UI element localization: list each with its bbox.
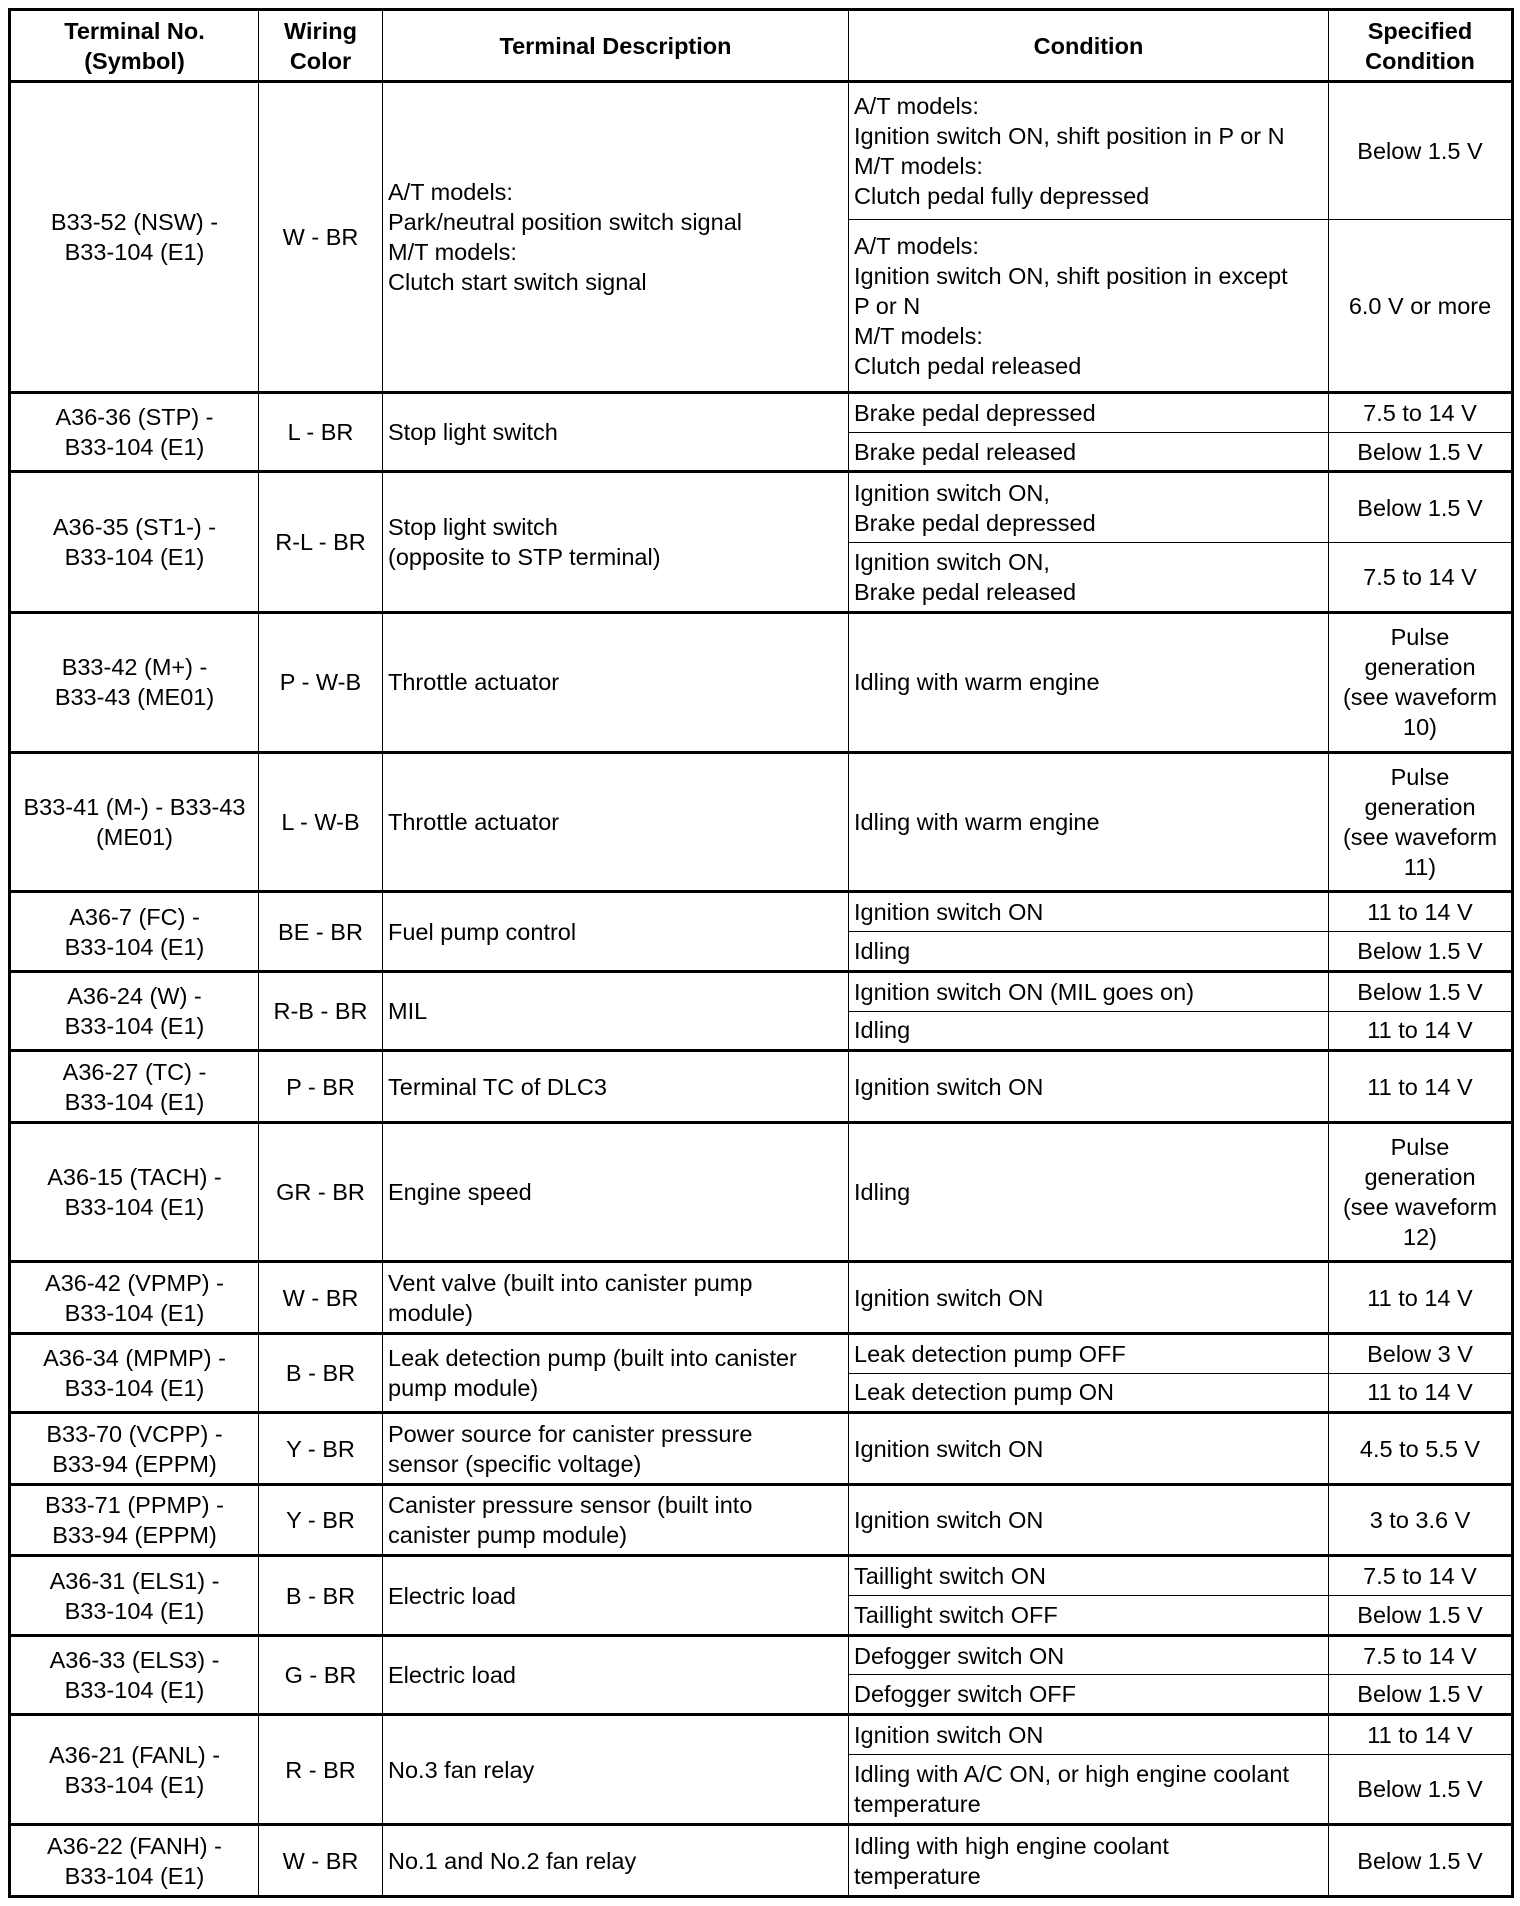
table-row (10, 1715, 1513, 1755)
specified-condition-cell-text: 4.5 to 5.5 V (1359, 1435, 1481, 1462)
wiring-color-cell-text: L - W-B (281, 809, 360, 836)
terminal-description-cell (383, 752, 849, 892)
terminal-no-cell (10, 1715, 259, 1825)
terminal-no-cell (10, 393, 259, 472)
wiring-color-cell (259, 1556, 383, 1635)
header-condition: Condition (849, 10, 1329, 82)
terminal-no-cell (10, 752, 259, 892)
terminal-description-cell-text: Electric load (388, 1582, 516, 1609)
terminal-no-cell-text: A36-22 (FANH) - B33-104 (E1) (47, 1832, 222, 1889)
condition-cell-text: Idling with warm engine (854, 809, 1100, 836)
wiring-color-cell-text: L - BR (287, 419, 354, 446)
condition-cell-text: Idling with A/C ON, or high engine coolant temperature (854, 1761, 1290, 1818)
condition-cell-text: Ignition switch ON, Brake pedal released (854, 549, 1077, 605)
specified-condition-cell-text: Below 1.5 V (1357, 1776, 1483, 1803)
specified-condition-cell (1329, 932, 1513, 972)
condition-cell (849, 1556, 1329, 1596)
condition-cell (849, 542, 1329, 612)
table-row (10, 752, 1513, 892)
specified-condition-cell (1329, 971, 1513, 1011)
wiring-color-cell (259, 613, 383, 753)
terminal-no-cell-text: A36-42 (VPMP) - B33-104 (E1) (45, 1269, 224, 1326)
terminal-description-cell-text: Stop light switch (388, 419, 558, 446)
condition-cell-text: Ignition switch ON (MIL goes on) (854, 978, 1195, 1005)
terminal-description-cell-text: A/T models: Park/neutral position switch signal M/T models: Clutch start switch signal (388, 179, 742, 295)
header-specified-condition: Specified Condition (1329, 10, 1513, 82)
terminal-no-cell-text: A36-33 (ELS3) - B33-104 (E1) (49, 1646, 220, 1703)
specified-condition-cell (1329, 1675, 1513, 1715)
terminal-description-cell-text: Engine speed (388, 1179, 532, 1206)
wiring-color-cell (259, 752, 383, 892)
table-row (10, 892, 1513, 932)
wiring-color-cell (259, 1333, 383, 1412)
condition-cell-text: Ignition switch ON (854, 899, 1044, 926)
specified-condition-cell (1329, 82, 1513, 220)
terminal-no-cell-text: A36-27 (TC) - B33-104 (E1) (62, 1058, 207, 1115)
table-row (10, 472, 1513, 542)
terminal-no-cell (10, 1262, 259, 1334)
table-row (10, 393, 1513, 433)
terminal-no-cell-text: A36-35 (ST1-) - B33-104 (E1) (52, 514, 217, 571)
condition-cell (849, 1413, 1329, 1485)
wiring-color-cell-text: R-L - BR (275, 529, 366, 556)
condition-cell-text: Taillight switch ON (854, 1563, 1046, 1590)
condition-cell-text: A/T models: Ignition switch ON, shift position in P or N M/T models: Clutch pedal fully depressed (854, 93, 1285, 210)
condition-cell-text: Defogger switch OFF (854, 1681, 1077, 1708)
specified-condition-cell (1329, 1715, 1513, 1755)
table-header (10, 10, 1513, 82)
condition-cell (849, 1333, 1329, 1373)
specified-condition-cell (1329, 220, 1513, 393)
terminal-no-cell (10, 1484, 259, 1556)
specified-condition-cell-text: Below 3 V (1367, 1340, 1473, 1367)
condition-cell-text: Idling with high engine coolant temperature (854, 1832, 1169, 1889)
terminal-description-cell-text: Terminal TC of DLC3 (388, 1073, 607, 1100)
specified-condition-cell (1329, 1262, 1513, 1334)
table-row (10, 1333, 1513, 1373)
specified-condition-cell-text: Below 1.5 V (1357, 138, 1483, 165)
table-body (10, 82, 1513, 1897)
terminal-no-cell-text: A36-31 (ELS1) - B33-104 (E1) (49, 1567, 220, 1624)
condition-cell (849, 752, 1329, 892)
table-row (10, 82, 1513, 220)
specified-condition-cell (1329, 1122, 1513, 1262)
condition-cell (849, 393, 1329, 433)
terminal-no-cell (10, 1825, 259, 1897)
condition-cell (849, 1484, 1329, 1556)
header-terminal-no: Terminal No. (Symbol) (10, 10, 259, 82)
condition-cell (849, 82, 1329, 220)
wiring-color-cell-text: BE - BR (278, 918, 363, 945)
terminal-inspection-table (8, 8, 1514, 1898)
table-row (10, 1262, 1513, 1334)
terminal-description-cell (383, 472, 849, 613)
specified-condition-cell-text: 11 to 14 V (1367, 899, 1473, 926)
specified-condition-cell-text: Below 1.5 V (1357, 1681, 1483, 1708)
specified-condition-cell-text: Below 1.5 V (1357, 978, 1483, 1005)
terminal-no-cell-text: B33-71 (PPMP) - B33-94 (EPPM) (45, 1492, 224, 1549)
table-row (10, 1484, 1513, 1556)
table-row (10, 1051, 1513, 1123)
condition-cell-text: Idling (854, 1179, 911, 1206)
specified-condition-cell (1329, 1011, 1513, 1051)
terminal-description-cell-text: No.3 fan relay (388, 1756, 535, 1783)
terminal-no-cell-text: A36-34 (MPMP) - B33-104 (E1) (43, 1345, 226, 1402)
condition-cell-text: Ignition switch ON (854, 1722, 1044, 1749)
terminal-description-cell-text: Fuel pump control (388, 918, 577, 945)
specified-condition-cell (1329, 1754, 1513, 1824)
terminal-no-cell (10, 472, 259, 613)
terminal-description-cell (383, 1715, 849, 1825)
terminal-no-cell-text: A36-15 (TACH) - B33-104 (E1) (47, 1164, 222, 1221)
wiring-color-cell (259, 1715, 383, 1825)
specified-condition-cell-text: 11 to 14 V (1367, 1722, 1473, 1749)
specified-condition-cell-text: Below 1.5 V (1357, 1847, 1483, 1874)
condition-cell (849, 1675, 1329, 1715)
wiring-color-cell-text: GR - BR (276, 1179, 365, 1206)
terminal-no-cell-text: B33-70 (VCPP) - B33-94 (EPPM) (46, 1420, 223, 1477)
terminal-description-cell-text: Vent valve (built into canister pump module) (388, 1269, 753, 1326)
specified-condition-cell-text: 7.5 to 14 V (1363, 564, 1477, 590)
wiring-color-cell-text: W - BR (282, 1284, 359, 1311)
terminal-no-cell-text: A36-7 (FC) - B33-104 (E1) (64, 903, 205, 960)
terminal-description-cell-text: Electric load (388, 1661, 516, 1688)
condition-cell (849, 1825, 1329, 1897)
specified-condition-cell (1329, 1413, 1513, 1485)
wiring-color-cell-text: B - BR (285, 1360, 356, 1387)
terminal-description-cell (383, 1122, 849, 1262)
specified-condition-cell-text: Pulse generation (see waveform 12) (1342, 1134, 1498, 1251)
specified-condition-cell-text: 6.0 V or more (1348, 292, 1492, 319)
condition-cell-text: Idling (854, 937, 911, 964)
wiring-color-cell (259, 393, 383, 472)
table-row (10, 1556, 1513, 1596)
condition-cell-text: Ignition switch ON (854, 1435, 1044, 1462)
terminal-no-cell (10, 892, 259, 971)
specified-condition-cell-text: 11 to 14 V (1367, 1284, 1473, 1311)
specified-condition-cell (1329, 1596, 1513, 1636)
table-row (10, 971, 1513, 1011)
condition-cell-text: Defogger switch ON (854, 1642, 1065, 1669)
terminal-description-cell-text: Power source for canister pressure sensor (specific voltage) (388, 1420, 753, 1477)
specified-condition-cell (1329, 1635, 1513, 1675)
document-page (8, 8, 1511, 1898)
condition-cell-text: A/T models: Ignition switch ON, shift position in except P or N M/T models: Clutch pedal released (854, 232, 1288, 379)
condition-cell-text: Leak detection pump OFF (854, 1340, 1126, 1367)
terminal-no-cell (10, 82, 259, 393)
terminal-no-cell (10, 1635, 259, 1714)
condition-cell-text: Leak detection pump ON (854, 1379, 1114, 1406)
wiring-color-cell (259, 1484, 383, 1556)
terminal-description-cell (383, 1556, 849, 1635)
wiring-color-cell (259, 1635, 383, 1714)
wiring-color-cell (259, 1262, 383, 1334)
wiring-color-cell-text: G - BR (284, 1661, 357, 1688)
specified-condition-cell (1329, 432, 1513, 472)
wiring-color-cell-text: W - BR (282, 1847, 359, 1874)
specified-condition-cell-text: 3 to 3.6 V (1369, 1507, 1471, 1534)
terminal-description-cell (383, 1413, 849, 1485)
specified-condition-cell (1329, 1333, 1513, 1373)
terminal-description-cell (383, 1262, 849, 1334)
specified-condition-cell (1329, 1825, 1513, 1897)
terminal-no-cell-text: B33-52 (NSW) - B33-104 (E1) (50, 209, 219, 265)
specified-condition-cell-text: 11 to 14 V (1367, 1017, 1473, 1044)
terminal-description-cell-text: MIL (388, 998, 428, 1025)
wiring-color-cell-text: R - BR (285, 1756, 356, 1783)
header-row (10, 10, 1513, 82)
terminal-no-cell (10, 1051, 259, 1123)
wiring-color-cell (259, 1122, 383, 1262)
terminal-description-cell (383, 1333, 849, 1412)
wiring-color-cell (259, 971, 383, 1050)
condition-cell (849, 1122, 1329, 1262)
terminal-no-cell (10, 1122, 259, 1262)
terminal-no-cell (10, 1333, 259, 1412)
condition-cell (849, 1635, 1329, 1675)
specified-condition-cell (1329, 1484, 1513, 1556)
specified-condition-cell (1329, 1556, 1513, 1596)
terminal-description-cell (383, 1635, 849, 1714)
condition-cell-text: Ignition switch ON (854, 1284, 1044, 1311)
specified-condition-cell (1329, 752, 1513, 892)
specified-condition-cell-text: Below 1.5 V (1357, 438, 1483, 465)
specified-condition-cell-text: 7.5 to 14 V (1363, 399, 1477, 426)
terminal-description-cell (383, 82, 849, 393)
table-row (10, 1122, 1513, 1262)
terminal-no-cell (10, 613, 259, 753)
terminal-no-cell-text: B33-42 (M+) - B33-43 (ME01) (54, 654, 215, 711)
specified-condition-cell-text: Below 1.5 V (1357, 937, 1483, 964)
wiring-color-cell-text: R-B - BR (273, 998, 368, 1025)
specified-condition-cell (1329, 1051, 1513, 1123)
terminal-description-cell-text: Throttle actuator (388, 809, 560, 836)
wiring-color-cell (259, 1825, 383, 1897)
terminal-no-cell-text: B33-41 (M-) - B33-43 (ME01) (23, 794, 246, 851)
terminal-description-cell-text: No.1 and No.2 fan relay (388, 1847, 637, 1874)
condition-cell (849, 1011, 1329, 1051)
wiring-color-cell (259, 82, 383, 393)
condition-cell (849, 932, 1329, 972)
condition-cell-text: Idling with warm engine (854, 669, 1100, 696)
wiring-color-cell-text: Y - BR (286, 1435, 355, 1462)
condition-cell (849, 1596, 1329, 1636)
specified-condition-cell-text: 11 to 14 V (1367, 1379, 1473, 1406)
specified-condition-cell-text: Pulse generation (see waveform 10) (1342, 624, 1498, 741)
wiring-color-cell-text: P - W-B (279, 669, 362, 696)
specified-condition-cell-text: Below 1.5 V (1357, 494, 1483, 521)
terminal-description-cell (383, 1484, 849, 1556)
condition-cell (849, 613, 1329, 753)
terminal-description-cell (383, 1825, 849, 1897)
condition-cell-text: Brake pedal released (854, 438, 1077, 465)
wiring-color-cell-text: Y - BR (286, 1507, 355, 1534)
terminal-description-cell (383, 892, 849, 971)
terminal-no-cell-text: A36-24 (W) - B33-104 (E1) (64, 983, 205, 1040)
terminal-description-cell-text: Throttle actuator (388, 669, 560, 696)
table-row (10, 613, 1513, 753)
specified-condition-cell-text: 11 to 14 V (1367, 1073, 1473, 1100)
condition-cell (849, 1262, 1329, 1334)
specified-condition-cell-text: 7.5 to 14 V (1363, 1642, 1477, 1669)
condition-cell (849, 1051, 1329, 1123)
terminal-description-cell (383, 613, 849, 753)
condition-cell-text: Brake pedal depressed (854, 399, 1096, 426)
terminal-no-cell-text: A36-21 (FANL) - B33-104 (E1) (48, 1741, 221, 1798)
condition-cell (849, 1715, 1329, 1755)
header-wiring-color: Wiring Color (259, 10, 383, 82)
terminal-description-cell-text: Stop light switch (opposite to STP terminal) (388, 514, 661, 571)
specified-condition-cell (1329, 892, 1513, 932)
table-row (10, 1825, 1513, 1897)
terminal-description-cell-text: Leak detection pump (built into canister pump module) (388, 1345, 797, 1402)
condition-cell-text: Ignition switch ON (854, 1507, 1044, 1534)
specified-condition-cell (1329, 542, 1513, 612)
condition-cell (849, 472, 1329, 542)
wiring-color-cell-text: P - BR (286, 1073, 355, 1100)
wiring-color-cell-text: B - BR (285, 1582, 356, 1609)
condition-cell (849, 1754, 1329, 1824)
specified-condition-cell (1329, 613, 1513, 753)
condition-cell-text: Idling (854, 1017, 911, 1044)
specified-condition-cell (1329, 472, 1513, 542)
wiring-color-cell (259, 1413, 383, 1485)
terminal-no-cell (10, 971, 259, 1050)
condition-cell (849, 432, 1329, 472)
wiring-color-cell (259, 1051, 383, 1123)
terminal-description-cell (383, 971, 849, 1050)
condition-cell-text: Taillight switch OFF (854, 1601, 1058, 1628)
terminal-description-cell (383, 1051, 849, 1123)
terminal-no-cell-text: A36-36 (STP) - B33-104 (E1) (55, 404, 214, 461)
condition-cell (849, 971, 1329, 1011)
wiring-color-cell (259, 472, 383, 613)
terminal-description-cell-text: Canister pressure sensor (built into canister pump module) (388, 1492, 753, 1549)
specified-condition-cell (1329, 393, 1513, 433)
condition-cell (849, 892, 1329, 932)
specified-condition-cell-text: 7.5 to 14 V (1363, 1563, 1477, 1590)
specified-condition-cell-text: Below 1.5 V (1357, 1601, 1483, 1628)
condition-cell-text: Ignition switch ON, Brake pedal depressed (854, 479, 1096, 536)
wiring-color-cell-text: W - BR (282, 224, 359, 250)
condition-cell (849, 1373, 1329, 1413)
table-row (10, 1635, 1513, 1675)
terminal-no-cell (10, 1413, 259, 1485)
header-terminal-description: Terminal Description (383, 10, 849, 82)
wiring-color-cell (259, 892, 383, 971)
specified-condition-cell (1329, 1373, 1513, 1413)
condition-cell (849, 220, 1329, 393)
table-row (10, 1413, 1513, 1485)
terminal-no-cell (10, 1556, 259, 1635)
condition-cell-text: Ignition switch ON (854, 1073, 1044, 1100)
specified-condition-cell-text: Pulse generation (see waveform 11) (1342, 764, 1498, 881)
terminal-description-cell (383, 393, 849, 472)
